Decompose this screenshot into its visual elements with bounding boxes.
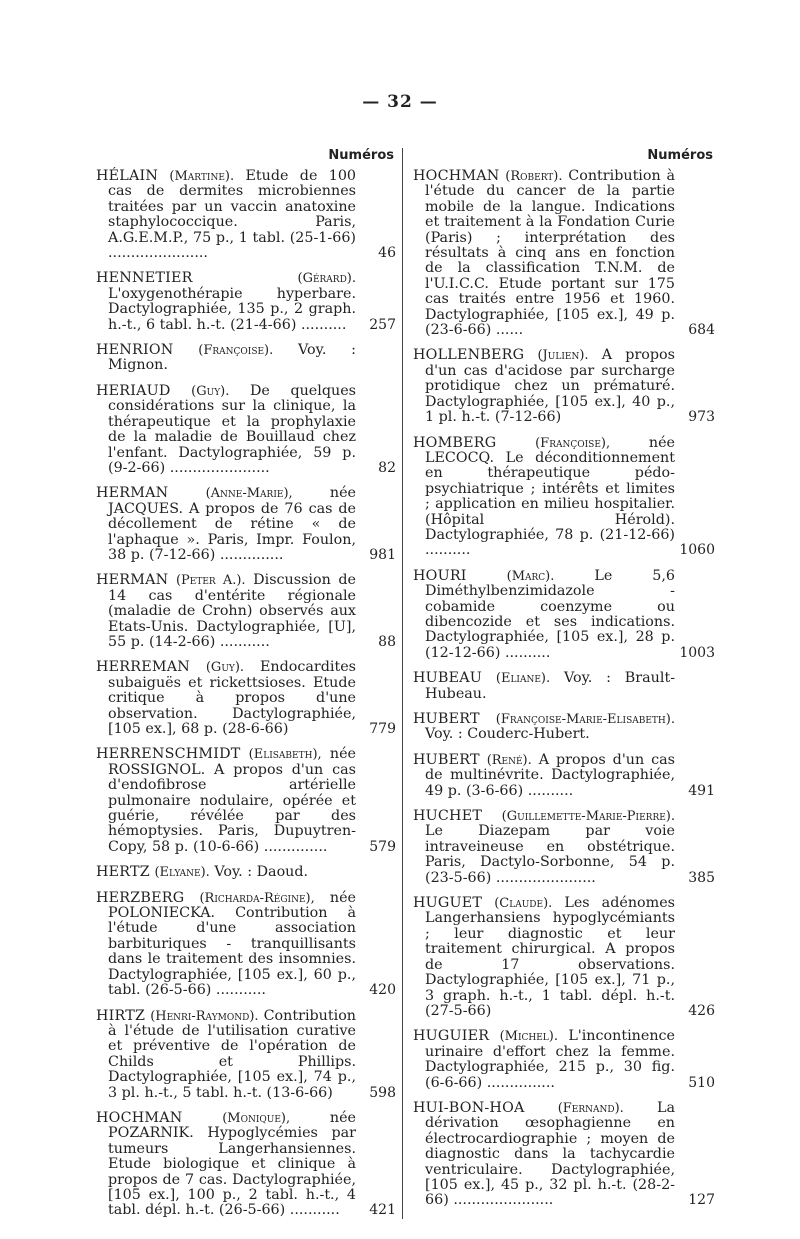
entry-text [413, 169, 675, 338]
entry-description: Endocardites subaiguës et rickettsioses. Etude critique à propos d'une observation. Dactylographiée, [105 ex.], 68 p. (28-6-66) [108, 659, 356, 737]
entry-number: 1060 [679, 542, 715, 559]
entry-text [413, 712, 675, 743]
entry-number: 82 [378, 459, 396, 476]
entry-description: Le 5,6 Diméthylbenzimidazole - cobamide coenzyme ou dibencozide et ses indications. Dactylographiée, [105 ex.], 28 p. (12-12-66) .......... [425, 567, 675, 661]
author-given-name: (Marc). [506, 568, 555, 584]
author-surname: HUCHET [413, 808, 483, 825]
author-given-name: (Richarda-Régine), [199, 890, 315, 906]
entry-description: née POZARNIK. Hypoglycémies par tumeurs Langerhansiennes. Etude biologique et clinique à propos de 7 cas. Dactylographiée, [105 ex.], 100 p., 2 tabl. h.-t., 4 tabl. dépl. h.-t. (26-5-66) ........... [108, 1109, 356, 1219]
entry-number: 127 [688, 1192, 715, 1209]
entry-text [96, 1111, 356, 1219]
entry-description: Contribution à l'étude du cancer de la partie mobile de la langue. Indications et traitement à la Fondation Curie (Paris) ; interprétation des résultats à cinq ans en fonction de la classification T.N.M. de l'U.I.C.C. Etude portant sur 175 cas traités entre 1956 et 1960. Dactylographiée, [105 ex.], 49 p. (23-6-66) ...... [425, 168, 675, 339]
bibliography-entry [96, 1111, 396, 1219]
author-given-name: (Guy). [191, 383, 230, 399]
column-header: Numéros [328, 148, 394, 163]
entry-text [413, 896, 675, 1019]
author-surname: HUBERT [413, 751, 480, 768]
entry-number: 385 [688, 869, 715, 886]
entry-number: 510 [688, 1074, 715, 1091]
entry-description: A propos d'un cas de multinévrite. Dactylographiée, 49 p. (3-6-66) .......... [425, 751, 676, 799]
author-surname: HERZBERG [96, 889, 185, 906]
entry-description: Etude de 100 cas de dermites microbiennes traitées par un vaccin anatoxine staphylococcique. Paris, A.G.E.M.P., 75 p., 1 tabl. (25-1-66) ...................... [108, 168, 357, 262]
bibliography-entry [96, 486, 396, 563]
author-given-name: (Peter A.). [175, 573, 246, 589]
entry-number: 579 [369, 838, 396, 855]
entry-description: née JACQUES. A propos de 76 cas de décollement de rétine « de l'aphaque ». Paris, Impr. Foulon, 38 p. (7-12-66) .............. [108, 485, 357, 563]
author-surname: HOURI [413, 567, 467, 584]
entry-description: Les adénomes Langerhansiens hypoglycémiants ; leur diagnostic et leur traitement chirurgical. A propos de 17 observations. Dactylographiée, [105 ex.], 71 p., 3 graph. h.-t., 1 tabl. dépl. h.-t. (27-5-66) [425, 895, 675, 1019]
author-surname: HERMAN [96, 485, 169, 502]
entry-description: Voy. : Daoud. [214, 864, 309, 881]
right-column [402, 148, 715, 1219]
bibliography-entry [96, 573, 396, 650]
entry-description: Le Diazepam par voie intraveineuse en obstétrique. Paris, Dactylo-Sorbonne, 54 p. (23-5-66) ...................... [425, 823, 675, 886]
author-surname: HENNETIER [96, 270, 193, 287]
entry-text [96, 1009, 356, 1101]
bibliography-entry [96, 343, 396, 374]
author-given-name: (Elisabeth), [248, 747, 322, 763]
entry-text [96, 573, 356, 650]
entry-number: 421 [369, 1202, 396, 1219]
author-surname: HUI-BON-HOA [413, 1099, 525, 1116]
entry-number: 684 [688, 322, 715, 339]
entry-description: Contribution à l'étude de l'utilisation curative et préventive de l'opération de Childs et Phillips. Dactylographiée, [105 ex.], 74 p., 3 pl. h.-t., 5 tabl. h.-t. (13-6-66) [108, 1007, 357, 1101]
entry-text [413, 753, 675, 799]
entry-text [413, 809, 675, 886]
author-given-name: (Françoise-Marie-Elisabeth). [495, 712, 675, 727]
entry-description: De quelques considérations sur la clinique, la thérapeutique et la prophylaxie de la maladie de Bouillaud chez l'enfant. Dactylographiée, 59 p. (9-2-66) ...................... [108, 382, 356, 476]
bibliography-entry [413, 436, 715, 559]
author-surname: HENRION [96, 342, 174, 359]
entry-description: L'oxygenothérapie hyperbare. Dactylographiée, 135 p., 2 graph. h.-t., 6 tabl. h.-t. (21-4-66) .......... [108, 285, 356, 333]
entry-description: A propos d'un cas d'acidose par surcharge protidique chez un prématuré. Dactylographiée, [105 ex.], 40 p., 1 pl. h.-t. (7-12-66) [425, 347, 675, 426]
bibliography-entry [96, 747, 396, 855]
author-surname: HUGUIER [413, 1028, 490, 1045]
entry-description: Voy. : Brault-Hubeau. [425, 670, 676, 702]
entry-description: née ROSSIGNOL. A propos d'un cas d'endofibrose artérielle pulmonaire nodulaire, opérée et guérie, révélée par des hémoptysies. Paris, Dupuytren-Copy, 58 p. (10-6-66) .............. [108, 746, 357, 855]
author-surname: HOLLENBERG [413, 347, 525, 364]
author-given-name: (Eliane). [495, 671, 551, 687]
entry-text [96, 343, 356, 374]
entry-text [96, 660, 356, 737]
bibliography-entry [413, 569, 715, 661]
bibliography-entry [413, 671, 715, 702]
bibliography-entry [413, 1101, 715, 1209]
author-surname: HERTZ [96, 864, 150, 881]
entry-text [96, 384, 356, 476]
entry-description: L'incontinence urinaire d'effort chez la femme. Dactylographiée, 215 p., 30 fig. (6-6-66) ............... [425, 1028, 676, 1091]
bibliography-entry [413, 712, 715, 743]
author-surname: HERMAN [96, 572, 169, 589]
entry-number: 1003 [679, 644, 715, 661]
author-given-name: (Robert). [505, 169, 563, 184]
entry-description: La dérivation œsophagienne en électrocardiographie ; moyen de diagnostic dans la tachycardie ventriculaire. Dactylographiée, [105 ex.], 45 p., 32 pl. h.-t. (28-2-66) ...................... [425, 1099, 675, 1209]
bibliography-entry [413, 896, 715, 1019]
author-given-name: (Martine). [169, 169, 235, 184]
author-given-name: (Françoise). [198, 343, 274, 359]
author-given-name: (Anne-Marie), [205, 486, 293, 502]
column-header: Numéros [647, 148, 713, 163]
entry-number: 257 [369, 316, 396, 333]
author-given-name: (Elyane). [154, 865, 210, 881]
author-surname: HOCHMAN [96, 1109, 183, 1126]
left-entry-list [96, 169, 396, 1219]
entry-number: 779 [369, 721, 396, 737]
author-surname: HOMBERG [413, 434, 497, 451]
entry-number: 88 [378, 633, 396, 650]
entry-text [413, 569, 675, 661]
bibliography-entry [413, 753, 715, 799]
bibliography-entry [96, 660, 396, 737]
bibliography-entry [96, 865, 396, 880]
bibliography-entry [413, 169, 715, 338]
entry-number: 973 [688, 409, 715, 426]
author-given-name: (Guy). [205, 660, 245, 676]
author-given-name: (Gérard). [297, 271, 356, 287]
author-given-name: (Julien). [537, 348, 589, 364]
author-surname: HERRENSCHMIDT [96, 746, 241, 763]
left-column [96, 148, 396, 1229]
author-given-name: (Guillemette-Marie-Pierre). [501, 809, 675, 825]
bibliography-entry [413, 1029, 715, 1091]
entry-text [96, 271, 356, 333]
bibliography-entry [96, 384, 396, 476]
entry-description: née POLONIECKA. Contribution à l'étude d'une association barbituriques - tranquillisants dans le traitement des insomnies. Dactylographiée, [105 ex.], 60 p., tabl. (26-5-66) ........... [108, 889, 356, 999]
entry-text [413, 671, 675, 702]
bibliography-entry [96, 891, 396, 999]
entry-number: 426 [688, 1002, 715, 1019]
author-given-name: (Henri-Raymond). [150, 1008, 259, 1024]
bibliography-entry [96, 169, 396, 261]
entry-text [413, 436, 675, 559]
entry-number: 46 [378, 245, 396, 262]
author-given-name: (Claude). [494, 896, 553, 912]
bibliography-entry [413, 809, 715, 886]
author-given-name: (René). [486, 752, 532, 768]
entry-description: Voy. : Mignon. [108, 342, 356, 374]
author-surname: HÉLAIN [96, 168, 159, 184]
entry-text [413, 1101, 675, 1209]
entry-text [96, 865, 356, 880]
bibliography-entry [96, 271, 396, 333]
entry-number: 598 [369, 1084, 396, 1101]
author-surname: HUBERT [413, 711, 480, 727]
entry-number: 491 [688, 782, 715, 799]
author-given-name: (Fernand). [557, 1100, 624, 1116]
right-entry-list [413, 169, 715, 1209]
entry-text [96, 169, 356, 261]
bibliography-entry [413, 348, 715, 425]
entry-description: née LECOCQ. Le déconditionnement en thérapeutique pédo-psychiatrique ; intérêts et limites ; application en milieu hospitalier. (Hôpital Hérold). Dactylographiée, 78 p. (21-12-66) .......... [425, 434, 676, 559]
author-surname: HOCHMAN [413, 168, 500, 184]
entry-number: 981 [369, 546, 396, 563]
entry-description: Voy. : Couderc-Hubert. [425, 726, 590, 743]
entry-description: Discussion de 14 cas d'entérite régionale (maladie de Crohn) observés aux Etats-Unis. Dactylographiée, [U], 55 p. (14-2-66) ........... [108, 572, 357, 650]
author-surname: HERREMAN [96, 659, 190, 676]
entry-text [96, 891, 356, 999]
entry-text [96, 747, 356, 855]
entry-text [96, 486, 356, 563]
entry-number: 420 [369, 982, 396, 999]
bibliography-entry [96, 1009, 396, 1101]
author-given-name: (Françoise), [535, 435, 611, 451]
page-number: — 32 — [362, 92, 438, 112]
author-surname: HUGUET [413, 895, 483, 912]
author-surname: HERIAUD [96, 382, 171, 399]
entry-text [413, 1029, 675, 1091]
author-surname: HUBEAU [413, 670, 483, 687]
author-surname: HIRTZ [96, 1007, 146, 1024]
entry-text [413, 348, 675, 425]
author-given-name: (Michel). [499, 1029, 558, 1045]
author-given-name: (Monique), [222, 1110, 291, 1126]
